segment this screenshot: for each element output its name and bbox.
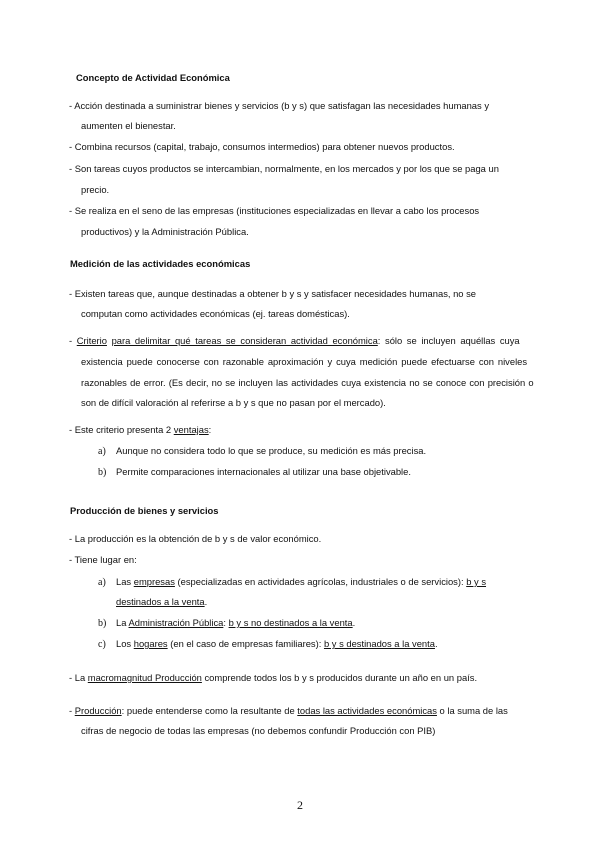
- text-run: : puede entenderse como la resultante de: [121, 705, 298, 716]
- bullet-line: - Existen tareas que, aunque destinadas a obtener b y s y satisfacer necesidades humanas, no se: [69, 288, 477, 299]
- list-marker: a): [98, 577, 106, 588]
- bullet-line: - Tiene lugar en:: [69, 554, 137, 565]
- underlined-run: b y s: [466, 576, 487, 587]
- bullet-line: productivos) y la Administración Pública.: [81, 226, 249, 237]
- bullet-line: precio.: [81, 184, 110, 195]
- criterio-definition: para delimitar qué tareas se consideran actividad económica: [111, 335, 378, 346]
- list-item-b: [98, 617, 355, 630]
- text-run: Las: [116, 576, 134, 587]
- list-text: Aunque no considera todo lo que se produce, su medición es más precisa.: [116, 445, 427, 456]
- produccion-definition-line: [69, 705, 508, 717]
- list-item-a-continued: [116, 596, 207, 608]
- bullet-line: - Acción destinada a suministrar bienes y servicios (b y s) que satisfagan las necesidades humanas y: [69, 100, 490, 111]
- administracion-term: Administración Pública: [128, 617, 224, 628]
- underlined-run: b y s destinados a la venta: [323, 638, 435, 649]
- criterio-term: Criterio: [76, 335, 107, 346]
- text-run: :: [208, 424, 212, 435]
- text-run: - La: [69, 672, 88, 683]
- bullet-line: computan como actividades económicas (ej. tareas domésticas).: [81, 308, 350, 319]
- list-marker: c): [98, 639, 106, 650]
- dash: -: [69, 705, 75, 716]
- text-run: .: [352, 617, 356, 628]
- bullet-line: cifras de negocio de todas las empresas (no debemos confundir Producción con PIB): [81, 725, 436, 736]
- bullet-line: - Se realiza en el seno de las empresas (instituciones especializadas en llevar a cabo los procesos: [69, 205, 480, 216]
- bullet-line: existencia puede conocerse con razonable aproximación y cuya medición puede efectuarse con niveles: [81, 356, 528, 367]
- bullet-line: aumenten el bienestar.: [81, 120, 176, 131]
- section-heading-medicion: Medición de las actividades económicas: [70, 258, 251, 269]
- macromagnitud-term: macromagnitud Producción: [87, 672, 202, 683]
- bullet-line: - Son tareas cuyos productos se intercambian, normalmente, en los mercados y por los que se paga un: [69, 163, 499, 174]
- list-item-a: [98, 445, 426, 458]
- list-item-c: [98, 638, 438, 651]
- bullet-line: son de difícil valoración al referirse a b y s que no pasan por el mercado).: [81, 397, 386, 408]
- ventajas-line: [69, 424, 211, 436]
- bullet-line: razonables de error. (Es decir, no se incluyen las actividades cuya existencia no se conoce con precisión o: [81, 377, 534, 388]
- text-run: Los: [116, 638, 134, 649]
- list-marker: b): [98, 618, 107, 629]
- text-run: :: [223, 617, 229, 628]
- page-number: 2: [297, 798, 303, 812]
- hogares-term: hogares: [133, 638, 168, 649]
- text-run: comprende todos los b y s producidos durante un año en un país.: [201, 672, 478, 683]
- macromagnitud-line: [69, 672, 477, 684]
- text-run: - Este criterio presenta 2: [69, 424, 174, 435]
- section-heading-produccion: Producción de bienes y servicios: [70, 505, 219, 516]
- underlined-run: destinados a la venta: [116, 596, 205, 607]
- dash: -: [69, 335, 77, 346]
- list-marker: a): [98, 446, 106, 457]
- text-run: La: [116, 617, 129, 628]
- bullet-line: - Combina recursos (capital, trabajo, consumos intermedios) para obtener nuevos productos.: [69, 141, 455, 152]
- list-marker: b): [98, 467, 107, 478]
- list-item-a: [98, 576, 486, 589]
- bullet-line: - La producción es la obtención de b y s de valor económico.: [69, 533, 322, 544]
- text-run: .: [204, 596, 208, 607]
- section-heading-concepto: Concepto de Actividad Económica: [76, 72, 230, 83]
- underlined-run: b y s no destinados a la venta: [228, 617, 353, 628]
- text-run: o la suma de las: [436, 705, 508, 716]
- underlined-run: todas las actividades económicas: [297, 705, 437, 716]
- empresas-term: empresas: [133, 576, 175, 587]
- list-item-b: [98, 466, 411, 479]
- produccion-term: Producción: [74, 705, 122, 716]
- text-run: .: [434, 638, 438, 649]
- ventajas-term: ventajas: [173, 424, 209, 435]
- text-run: (en el caso de empresas familiares):: [167, 638, 324, 649]
- criterio-line: [69, 335, 520, 347]
- list-text: Permite comparaciones internacionales al utilizar una base objetivable.: [116, 466, 411, 477]
- text-run: : sólo se incluyen aquéllas cuya: [377, 335, 520, 346]
- text-run: (especializadas en actividades agrícolas, industriales o de servicios):: [174, 576, 467, 587]
